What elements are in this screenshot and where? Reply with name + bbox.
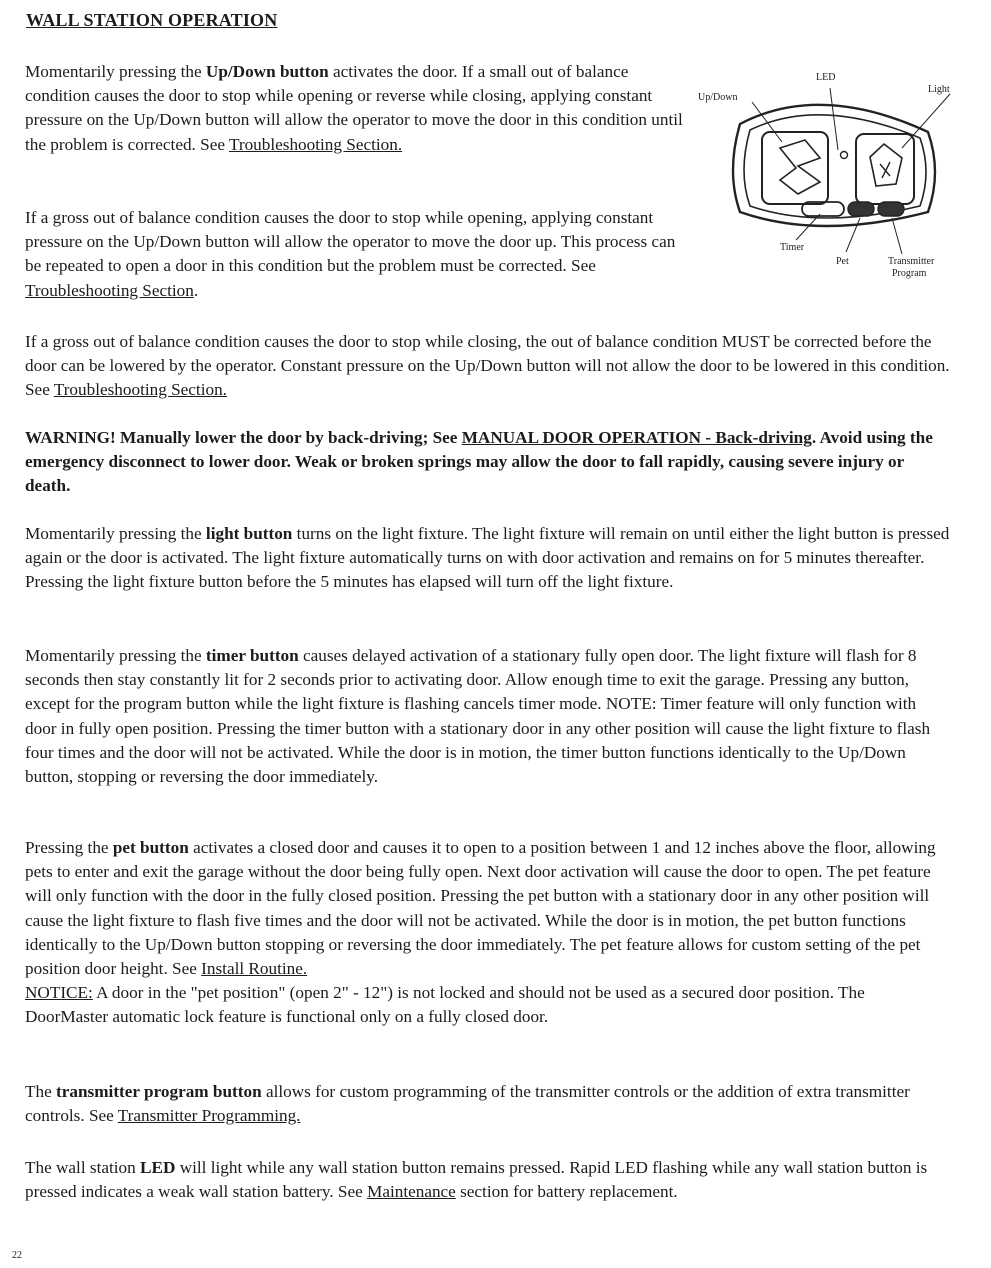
text: If a gross out of balance condition causes the door to stop while opening, applying constant pressure on the Up/Down button will allow the operator to move the door up. This process can be repeated to open a door in this condition but the problem must be corrected. See: [25, 208, 676, 276]
light-bulb-icon: [870, 144, 902, 186]
bold-term: light button: [205, 524, 293, 543]
text: will light while any wall station button remains pressed. Rapid LED flashing while any wall station button is pressed indicates a weak wall station battery. See: [25, 1158, 928, 1202]
wall-station-diagram: [670, 62, 970, 302]
text: Pressing the: [25, 838, 113, 857]
bold-term: LED: [140, 1158, 176, 1177]
wall-station-illustration: [670, 62, 970, 302]
text: activates a closed door and causes it to open to a position between 1 and 12 inches above the floor, allowing pets to enter and exit the garage without the door being fully open. Next door activation will cause the door to open. The pet feature will only function with the door in the fully closed position. Pressing the pet button with a stationary door in any other position will cause the light fixture to flash five times and the door will not be activated. While the door is in motion, the pet button functions identically to the Up/Down button stopping or reversing the door immediately. The pet feature allows for custom setting of the pet position door height. See: [25, 838, 936, 979]
transmitter-programming-link[interactable]: Transmitter Programming.: [117, 1106, 301, 1126]
text: Momentarily pressing the: [25, 62, 206, 81]
install-routine-link[interactable]: Install Routine.: [201, 959, 308, 979]
notice-label: NOTICE:: [25, 983, 93, 1003]
bold-term: transmitter program button: [56, 1082, 262, 1101]
bold-term: Up/Down button: [205, 62, 329, 81]
text: .: [193, 280, 199, 300]
page-title: WALL STATION OPERATION: [26, 10, 278, 30]
pet-button[interactable]: [848, 202, 874, 216]
transmitter-label: Transmitter: [888, 256, 935, 267]
text: WARNING! Manually lower the door by back-driving; See: [25, 428, 462, 447]
bold-term: timer button: [205, 646, 299, 665]
updown-label: Up/Down: [698, 92, 738, 103]
paragraph-gross-closing: [25, 330, 950, 403]
text: Momentarily pressing the: [25, 524, 206, 543]
troubleshooting-link[interactable]: Troubleshooting Section.: [53, 380, 227, 400]
paragraph-pet-button: [25, 836, 950, 1030]
text: section for battery replacement.: [455, 1182, 678, 1202]
wall-station-body: [733, 105, 935, 226]
paragraph-transmitter-program: [25, 1080, 950, 1128]
text: The wall station: [25, 1158, 141, 1177]
paragraph-gross-opening: [25, 206, 690, 303]
text: allows for custom programming of the transmitter controls or the addition of extra transmitter controls. See: [25, 1082, 910, 1126]
troubleshooting-link[interactable]: Troubleshooting Section.: [228, 134, 403, 154]
text: turns on the light fixture. The light fixture will remain on until either the light button is pressed again or the door is activated. The light fixture automatically turns on with door activation and remains on for 5 minutes thereafter. Pressing the light fixture button before the 5 minutes has elapsed will turn off the light fixture.: [25, 524, 950, 592]
text: The: [25, 1082, 57, 1101]
updown-icon: [780, 140, 820, 194]
text: causes delayed activation of a stationary fully open door. The light fixture will flash for 8 seconds then stay constantly lit for 2 seconds prior to activating door. Allow enough time to exit the garage. Pressing any button, except for the program button while the light fixture is flashing cancels timer mode. NOTE: Timer feature will only function with door in fully open position. Pressing the timer button with a stationary door in any other position will cause the light fixture to flash four times and the door will not be activated. While the door is in motion, the timer button functions identically to the Up/Down button, stopping or reversing the door immediately.: [25, 646, 931, 787]
text: . Avoid using the emergency disconnect to lower door. Weak or broken springs may allow the door to fall rapidly, causing severe injury or death.: [25, 428, 933, 496]
led-label: LED: [816, 72, 836, 83]
paragraph-timer-button: [25, 644, 950, 789]
light-label: Light: [928, 84, 950, 95]
text: If a gross out of balance condition causes the door to stop while closing, the out of balance condition MUST be corrected before the door can be lowered by the operator. Constant pressure on the Up/Down button will not allow the door to be lowered in this condition. See: [25, 332, 950, 400]
text: Momentarily pressing the: [25, 646, 206, 665]
bold-term: pet button: [112, 838, 189, 857]
maintenance-link[interactable]: Maintenance: [367, 1182, 456, 1202]
transmitter-program-button[interactable]: [878, 202, 904, 216]
text: A door in the "pet position" (open 2" - 12") is not locked and should not be used as a secured door position. The DoorMaster automatic lock feature is functional only on a fully closed door.: [25, 983, 865, 1027]
warning-paragraph: [25, 426, 950, 499]
manual-door-operation-link[interactable]: MANUAL DOOR OPERATION - Back-driving: [461, 428, 812, 447]
paragraph-led: [25, 1156, 950, 1204]
text: activates the door. If a small out of balance condition causes the door to stop while opening or reverse while closing, applying constant pressure on the Up/Down button will allow the operator to move the door in this condition until the problem is corrected. See: [25, 62, 683, 154]
program-label: Program: [892, 268, 927, 279]
timer-label: Timer: [780, 242, 805, 253]
paragraph-light-button: [25, 522, 950, 595]
page-number: 22: [12, 1250, 22, 1261]
led-indicator: [841, 152, 848, 159]
pet-label: Pet: [836, 256, 849, 267]
troubleshooting-link[interactable]: Troubleshooting Section: [25, 280, 194, 300]
paragraph-updown: [25, 60, 690, 157]
